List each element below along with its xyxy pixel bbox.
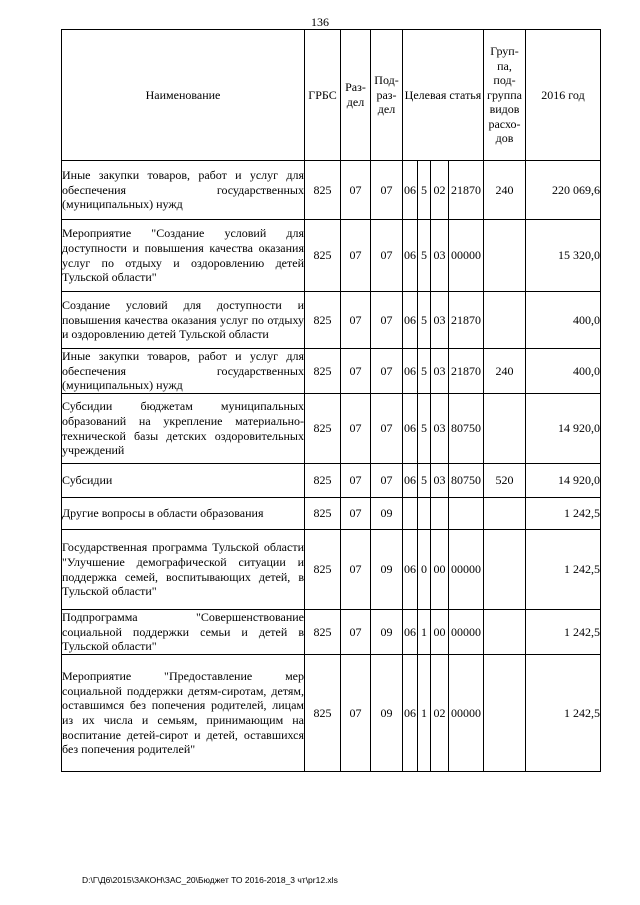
row-expense-group-cell bbox=[484, 610, 526, 655]
row-name-cell: Иные закупки товаров, работ и услуг для обеспечения государственных (муниципальных) нужд bbox=[62, 349, 304, 393]
row-target-program-cell: 06 bbox=[403, 349, 418, 394]
row-target-direction-cell: 00000 bbox=[449, 610, 484, 655]
row-name-cell: Субсидии bbox=[62, 464, 305, 498]
row-target-subprogram-cell: 5 bbox=[418, 464, 431, 498]
row-razdel-cell: 07 bbox=[341, 610, 371, 655]
row-target-event-cell: 02 bbox=[431, 655, 449, 772]
row-expense-group-cell bbox=[484, 530, 526, 610]
row-target-direction-cell bbox=[449, 498, 484, 530]
row-target-subprogram-cell: 5 bbox=[418, 394, 431, 464]
row-amount-cell: 400,0 bbox=[526, 292, 601, 349]
row-target-event-cell bbox=[431, 498, 449, 530]
row-grbs-cell: 825 bbox=[305, 349, 341, 394]
row-expense-group-cell bbox=[484, 292, 526, 349]
row-target-event-cell: 02 bbox=[431, 161, 449, 220]
row-podrazdel-cell: 09 bbox=[371, 530, 403, 610]
row-grbs-cell: 825 bbox=[305, 530, 341, 610]
header-target-article: Целевая статья bbox=[403, 30, 484, 161]
table-row bbox=[62, 498, 601, 530]
row-target-event-cell: 03 bbox=[431, 292, 449, 349]
row-grbs-cell: 825 bbox=[305, 220, 341, 292]
header-name: Наименование bbox=[62, 30, 305, 161]
table-row bbox=[62, 610, 601, 655]
row-target-program-cell bbox=[403, 498, 418, 530]
row-razdel-cell: 07 bbox=[341, 498, 371, 530]
row-target-direction-cell: 80750 bbox=[449, 394, 484, 464]
row-grbs-cell: 825 bbox=[305, 394, 341, 464]
row-target-program-cell: 06 bbox=[403, 530, 418, 610]
row-name-cell: Создание условий для доступности и повышения качества оказания услуг по отдыху и оздоровлению детей Тульской области bbox=[62, 292, 305, 349]
row-podrazdel-cell: 07 bbox=[371, 464, 403, 498]
row-name-cell: Мероприятие "Предоставление мер социальной поддержки детям-сиротам, детям, оставшимся без попечения родителей, лицам из их числа и семьям, принимающим на воспитание детей-сирот и детей, оставшихся без попечения родителей" bbox=[62, 655, 305, 772]
row-razdel-cell: 07 bbox=[341, 292, 371, 349]
row-amount-cell: 220 069,6 bbox=[526, 161, 601, 220]
header-razdel: Раз- дел bbox=[341, 30, 371, 161]
row-target-direction-cell: 00000 bbox=[449, 220, 484, 292]
row-target-subprogram-cell: 5 bbox=[418, 349, 431, 394]
row-grbs-cell: 825 bbox=[305, 498, 341, 530]
row-amount-cell: 1 242,5 bbox=[526, 610, 601, 655]
row-target-direction-cell: 00000 bbox=[449, 655, 484, 772]
table-row bbox=[62, 394, 601, 464]
row-target-subprogram-cell: 5 bbox=[418, 220, 431, 292]
row-target-subprogram-cell: 1 bbox=[418, 655, 431, 772]
row-grbs-cell: 825 bbox=[305, 292, 341, 349]
row-target-direction-cell: 80750 bbox=[449, 464, 484, 498]
row-razdel-cell: 07 bbox=[341, 655, 371, 772]
row-podrazdel-cell: 07 bbox=[371, 349, 403, 394]
row-target-direction-cell: 21870 bbox=[449, 161, 484, 220]
row-grbs-cell: 825 bbox=[305, 161, 341, 220]
row-target-subprogram-cell: 5 bbox=[418, 292, 431, 349]
row-target-subprogram-cell bbox=[418, 498, 431, 530]
row-target-program-cell: 06 bbox=[403, 292, 418, 349]
row-amount-cell: 15 320,0 bbox=[526, 220, 601, 292]
row-name-cell: Иные закупки товаров, работ и услуг для обеспечения государственных (муниципальных) нужд bbox=[62, 161, 305, 220]
row-podrazdel-cell: 09 bbox=[371, 498, 403, 530]
row-name-cell: Подпрограмма "Совершенствование социальной поддержки семьи и детей в Тульской области" bbox=[62, 610, 304, 654]
row-grbs-cell: 825 bbox=[305, 655, 341, 772]
row-target-event-cell: 03 bbox=[431, 464, 449, 498]
row-razdel-cell: 07 bbox=[341, 530, 371, 610]
row-target-program-cell: 06 bbox=[403, 394, 418, 464]
row-target-event-cell: 00 bbox=[431, 610, 449, 655]
row-amount-cell: 14 920,0 bbox=[526, 464, 601, 498]
row-target-event-cell: 03 bbox=[431, 349, 449, 394]
header-podrazdel: Под- раз- дел bbox=[371, 30, 403, 161]
row-target-direction-cell: 21870 bbox=[449, 349, 484, 394]
file-path-footer: D:\Г\Д6\2015\ЗАКОН\ЗАС_20\Бюджет ТО 2016-2018_3 чт\pr12.xls bbox=[82, 875, 338, 885]
row-target-program-cell: 06 bbox=[403, 161, 418, 220]
row-podrazdel-cell: 07 bbox=[371, 292, 403, 349]
row-target-direction-cell: 21870 bbox=[449, 292, 484, 349]
table-row bbox=[62, 655, 601, 772]
header-expense-group: Груп- па, под- группа видов расхо- дов bbox=[484, 30, 526, 161]
header-row bbox=[62, 30, 601, 161]
row-expense-group-cell: 240 bbox=[484, 349, 526, 394]
page-number: 136 bbox=[311, 15, 329, 29]
table-row bbox=[62, 349, 601, 394]
row-grbs-cell: 825 bbox=[305, 610, 341, 655]
row-name-cell: Государственная программа Тульской области "Улучшение демографической ситуации и поддержка семей, воспитывающих детей, в Тульской области" bbox=[62, 530, 305, 610]
row-amount-cell: 1 242,5 bbox=[526, 498, 601, 530]
row-name-cell: Другие вопросы в области образования bbox=[62, 498, 305, 530]
row-podrazdel-cell: 09 bbox=[371, 655, 403, 772]
row-razdel-cell: 07 bbox=[341, 220, 371, 292]
row-target-program-cell: 06 bbox=[403, 464, 418, 498]
header-year-2016: 2016 год bbox=[526, 30, 601, 161]
row-target-direction-cell: 00000 bbox=[449, 530, 484, 610]
row-razdel-cell: 07 bbox=[341, 394, 371, 464]
row-target-subprogram-cell: 1 bbox=[418, 610, 431, 655]
row-target-subprogram-cell: 0 bbox=[418, 530, 431, 610]
table-row bbox=[62, 161, 601, 220]
row-razdel-cell: 07 bbox=[341, 161, 371, 220]
budget-table bbox=[61, 29, 601, 772]
row-razdel-cell: 07 bbox=[341, 349, 371, 394]
header-grbs: ГРБС bbox=[305, 30, 341, 161]
row-expense-group-cell: 240 bbox=[484, 161, 526, 220]
row-expense-group-cell bbox=[484, 655, 526, 772]
row-podrazdel-cell: 07 bbox=[371, 394, 403, 464]
row-target-subprogram-cell: 5 bbox=[418, 161, 431, 220]
row-name-cell: Субсидии бюджетам муниципальных образований на укрепление материально-технической базы детских оздоровительных учреждений bbox=[62, 394, 305, 464]
row-amount-cell: 400,0 bbox=[526, 349, 601, 394]
row-amount-cell: 1 242,5 bbox=[526, 530, 601, 610]
row-target-event-cell: 03 bbox=[431, 394, 449, 464]
row-target-event-cell: 00 bbox=[431, 530, 449, 610]
row-expense-group-cell bbox=[484, 498, 526, 530]
row-expense-group-cell bbox=[484, 220, 526, 292]
row-name-cell: Мероприятие "Создание условий для доступности и повышения качества оказания услуг по отдыху и оздоровлению детей Тульской области" bbox=[62, 220, 305, 292]
row-expense-group-cell bbox=[484, 394, 526, 464]
row-target-program-cell: 06 bbox=[403, 220, 418, 292]
table-row bbox=[62, 292, 601, 349]
table-row bbox=[62, 220, 601, 292]
table-row bbox=[62, 464, 601, 498]
row-amount-cell: 1 242,5 bbox=[526, 655, 601, 772]
table-row bbox=[62, 530, 601, 610]
row-amount-cell: 14 920,0 bbox=[526, 394, 601, 464]
row-target-program-cell: 06 bbox=[403, 655, 418, 772]
row-target-event-cell: 03 bbox=[431, 220, 449, 292]
row-podrazdel-cell: 07 bbox=[371, 220, 403, 292]
row-target-program-cell: 06 bbox=[403, 610, 418, 655]
row-razdel-cell: 07 bbox=[341, 464, 371, 498]
row-podrazdel-cell: 07 bbox=[371, 161, 403, 220]
row-expense-group-cell: 520 bbox=[484, 464, 526, 498]
row-podrazdel-cell: 09 bbox=[371, 610, 403, 655]
row-grbs-cell: 825 bbox=[305, 464, 341, 498]
